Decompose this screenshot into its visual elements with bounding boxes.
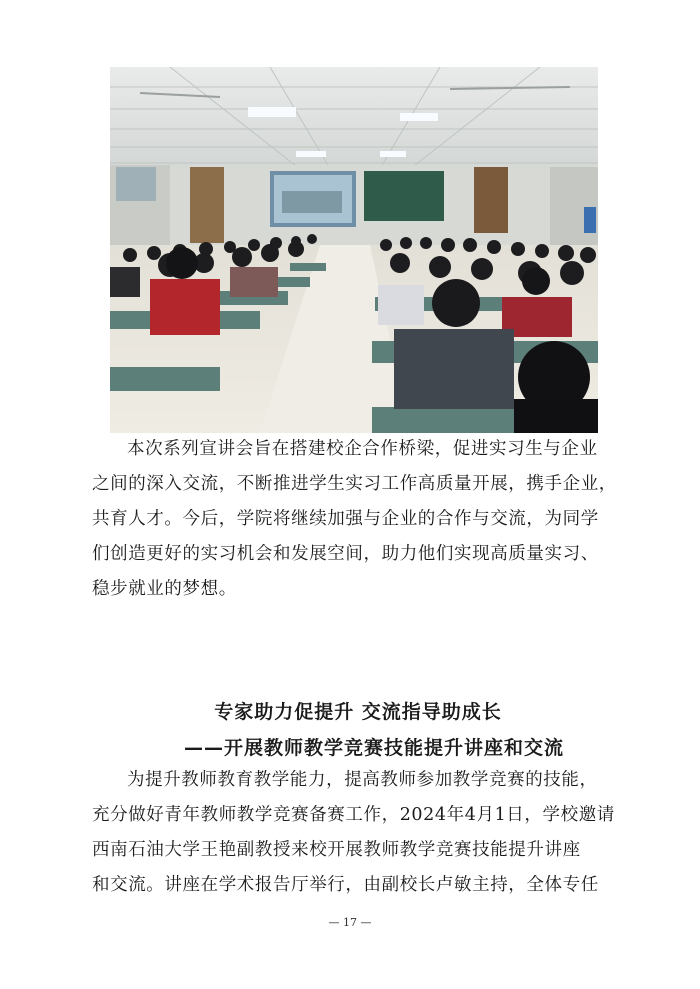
section-title: 专家助力促提升 交流指导助成长 [214,701,502,723]
paragraph-line: 稳步就业的梦想。 [92,579,237,599]
paragraph-line: 本次系列宣讲会旨在搭建校企合作桥梁，促进实习生与企业 [127,439,598,459]
paragraph-line: 和交流。讲座在学术报告厅举行，由副校长卢敏主持，全体专任 [92,875,599,895]
paragraph-line: 充分做好青年教师教学竞赛备赛工作，2024年4月1日，学校邀请 [92,805,615,825]
paragraph-line: 们创造更好的实习机会和发展空间，助力他们实现高质量实习、 [92,544,599,564]
paragraph-line: 之间的深入交流，不断推进学生实习工作高质量开展，携手企业， [92,474,617,494]
paragraph-lecture-intro [92,763,616,903]
page-number: — 17 — [328,916,372,929]
paragraph-line: 共育人才。今后，学院将继续加强与企业的合作与交流，为同学 [92,509,599,529]
paragraph-line: 为提升教师教育教学能力，提高教师参加教学竞赛的技能， [127,770,598,790]
paragraph-line: 西南石油大学王艳副教授来校开展教师教学竞赛技能提升讲座 [92,840,581,860]
section-subtitle: ——开展教师教学竞赛技能提升讲座和交流 [183,737,564,759]
lecture-hall-photo [110,67,598,433]
paragraph-internship-summary [92,432,616,607]
